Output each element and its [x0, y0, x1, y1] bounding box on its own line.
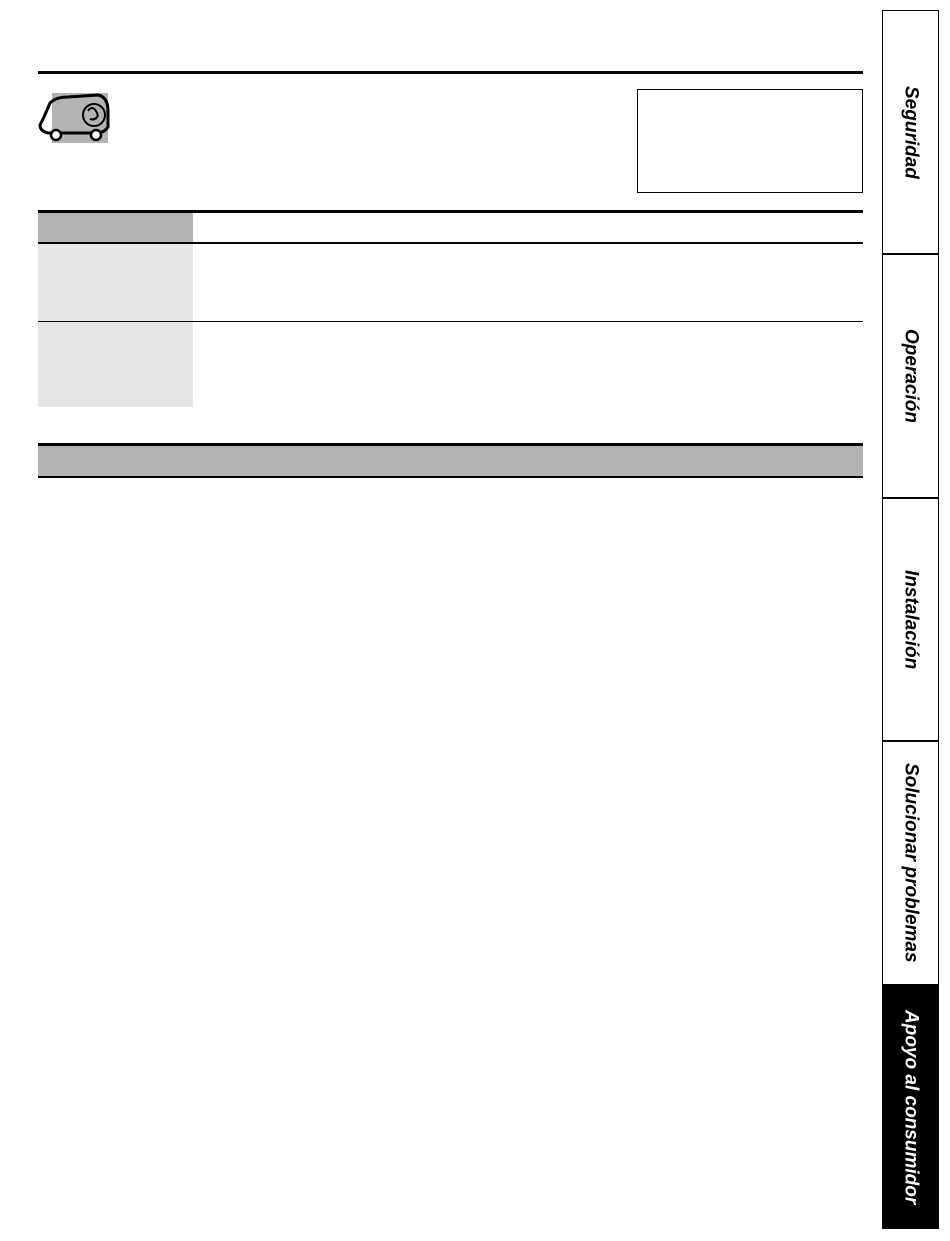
section-header-bar — [38, 446, 863, 476]
top-rule — [38, 71, 863, 74]
tab-label: Seguridad — [900, 85, 922, 179]
info-box — [637, 89, 863, 193]
tab-label: Solucionar problemas — [900, 763, 922, 963]
table-row-label — [38, 322, 193, 407]
section-bottom-rule — [38, 476, 863, 478]
tab-instalacion[interactable] — [882, 498, 939, 741]
table-header-cell — [38, 213, 193, 242]
tab-label: Apoyo al consumidor — [900, 1009, 922, 1205]
ge-service-van-icon — [38, 91, 110, 145]
tab-label: Instalación — [900, 569, 922, 670]
tab-seguridad[interactable] — [882, 10, 939, 254]
tab-label: Operación — [900, 329, 922, 423]
table-row-label — [38, 244, 193, 321]
tab-operacion[interactable] — [882, 254, 939, 498]
tab-apoyo-al-consumidor[interactable] — [882, 985, 939, 1229]
tab-solucionar-problemas[interactable] — [882, 741, 939, 985]
